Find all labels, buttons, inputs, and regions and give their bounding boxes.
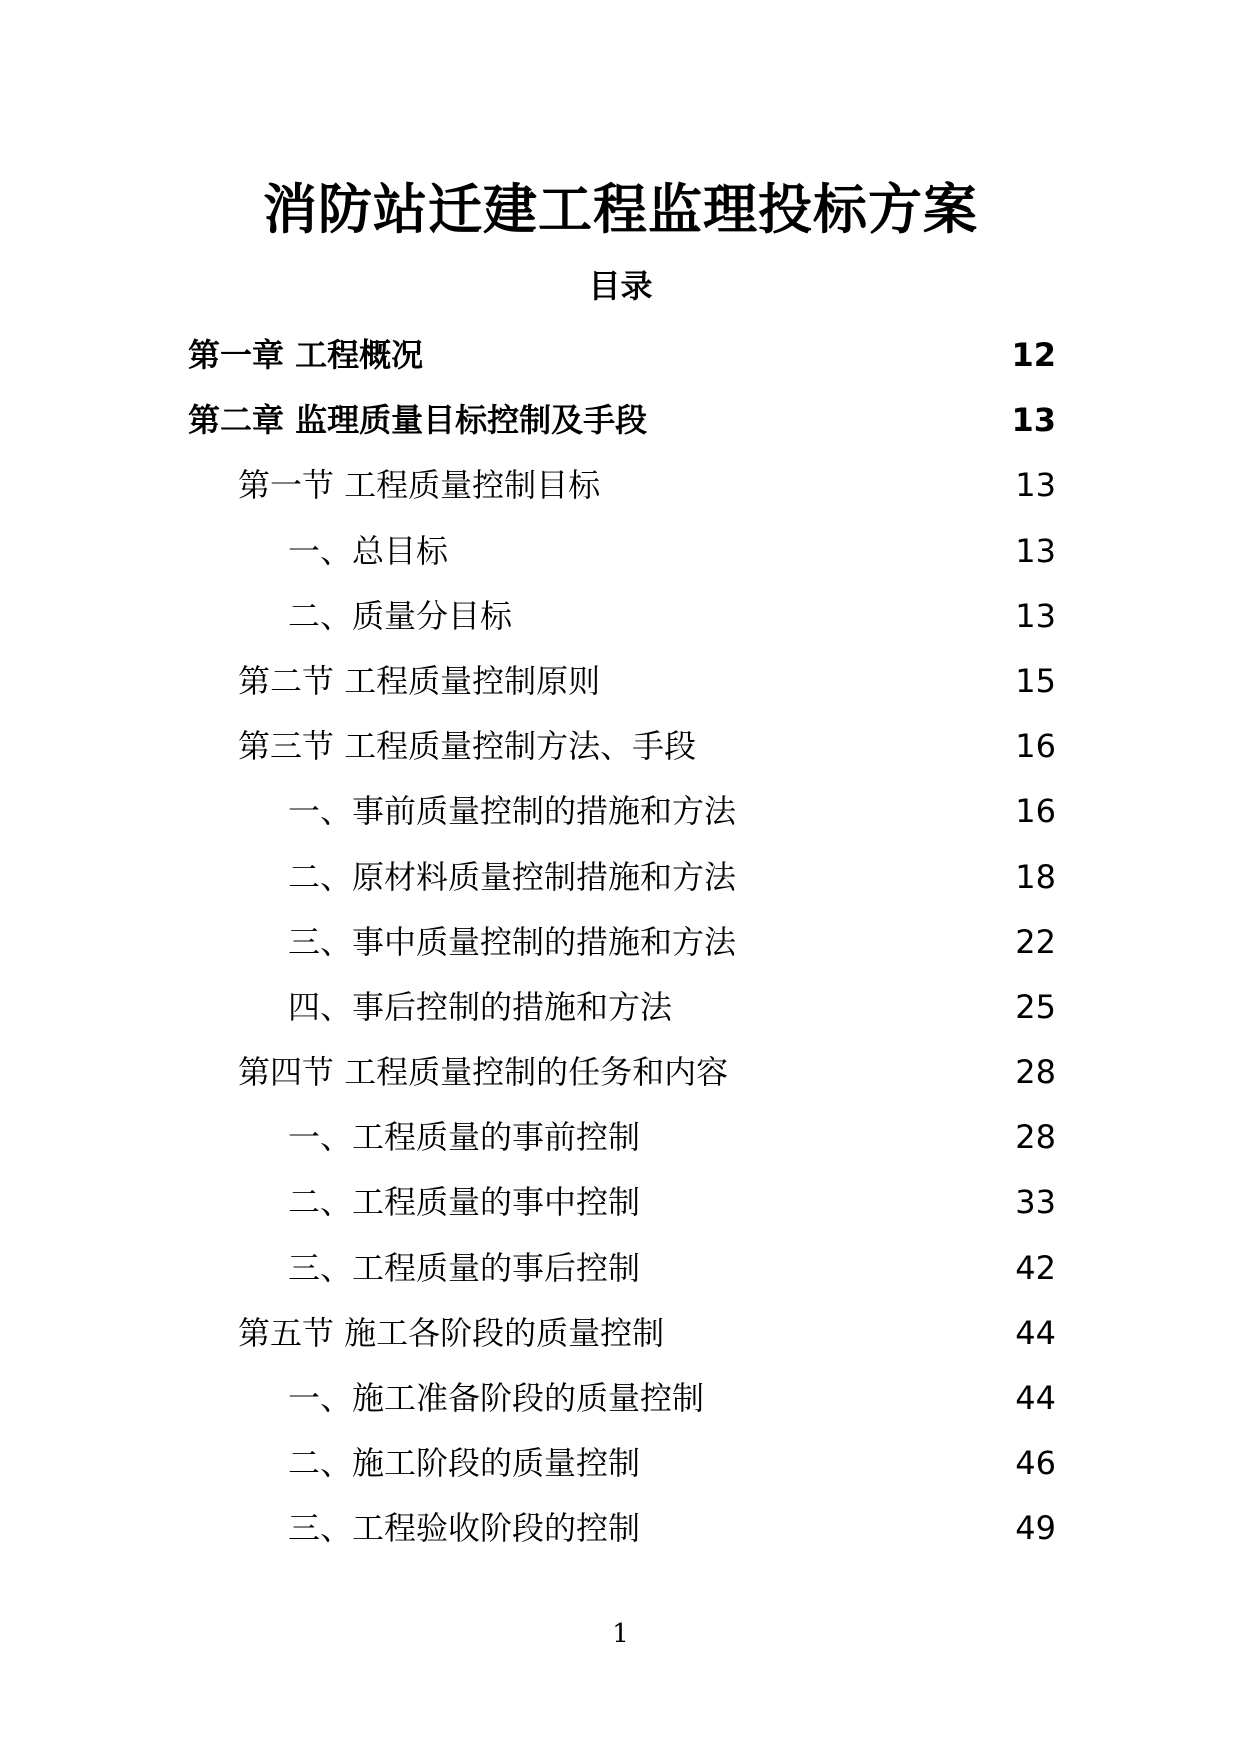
toc-entry-page: 18 [1015,857,1056,896]
toc-entry-label: 第一节 工程质量控制目标 [238,466,601,505]
toc-entry-label: 二、工程质量的事中控制 [288,1183,641,1222]
toc-entry-label: 第一章 工程概况 [188,336,424,374]
toc-entry-page: 49 [1015,1509,1056,1548]
toc-entry-page: 16 [1015,792,1056,831]
toc-entry[interactable] [188,975,1056,1040]
toc-entry-page: 13 [1011,401,1056,440]
toc-entry[interactable] [188,1431,1056,1496]
toc-entry-label: 第二节 工程质量控制原则 [238,661,601,700]
toc-entry-label: 一、工程质量的事前控制 [288,1118,641,1157]
table-of-contents [188,323,1056,1562]
toc-entry[interactable] [188,779,1056,844]
toc-entry[interactable] [188,1040,1056,1105]
toc-entry-label: 第二章 监理质量目标控制及手段 [188,401,648,440]
toc-entry-label: 第三节 工程质量控制方法、手段 [238,727,697,766]
toc-entry[interactable] [188,1496,1056,1561]
toc-entry[interactable] [188,649,1056,714]
page-number: 1 [612,1619,629,1649]
toc-entry-page: 42 [1015,1248,1056,1287]
toc-entry-page: 15 [1015,661,1056,700]
toc-entry-page: 28 [1015,1118,1056,1157]
toc-entry-page: 25 [1015,987,1056,1026]
toc-entry-label: 三、工程质量的事后控制 [288,1248,641,1287]
toc-entry-page: 12 [1011,336,1056,374]
toc-entry[interactable] [188,910,1056,975]
toc-entry[interactable] [188,1236,1056,1301]
toc-entry[interactable] [188,388,1056,453]
toc-entry-page: 33 [1015,1183,1056,1222]
toc-entry-page: 46 [1015,1444,1056,1483]
toc-entry-label: 一、施工准备阶段的质量控制 [288,1379,705,1417]
toc-entry-label: 一、事前质量控制的措施和方法 [288,792,737,831]
toc-entry[interactable] [188,845,1056,910]
toc-entry-label: 二、质量分目标 [288,596,513,635]
toc-entry-label: 三、工程验收阶段的控制 [288,1509,641,1548]
toc-entry-page: 16 [1015,727,1056,766]
toc-entry[interactable] [188,453,1056,518]
toc-entry-page: 22 [1015,922,1056,961]
toc-entry[interactable] [188,323,1056,388]
toc-heading: 目录 [588,267,653,305]
toc-entry-label: 三、事中质量控制的措施和方法 [288,922,737,961]
page-title: 消防站迁建工程监理投标方案 [263,178,978,241]
toc-entry[interactable] [188,1301,1056,1366]
toc-entry[interactable] [188,1366,1056,1431]
toc-entry[interactable] [188,519,1056,584]
toc-entry-page: 13 [1015,531,1056,570]
toc-entry-page: 44 [1015,1313,1056,1352]
toc-entry-label: 第四节 工程质量控制的任务和内容 [238,1053,729,1092]
toc-entry-label: 四、事后控制的措施和方法 [288,987,673,1026]
toc-entry-page: 44 [1015,1379,1056,1417]
toc-entry-label: 第五节 施工各阶段的质量控制 [238,1313,665,1352]
toc-entry-page: 28 [1015,1053,1056,1092]
toc-entry-label: 一、总目标 [288,531,449,570]
toc-entry[interactable] [188,1170,1056,1235]
toc-entry[interactable] [188,584,1056,649]
toc-entry-label: 二、原材料质量控制措施和方法 [288,857,737,896]
toc-entry-page: 13 [1015,466,1056,505]
toc-entry-label: 二、施工阶段的质量控制 [288,1444,641,1483]
toc-entry-page: 13 [1015,596,1056,635]
toc-entry[interactable] [188,714,1056,779]
toc-entry[interactable] [188,1105,1056,1170]
